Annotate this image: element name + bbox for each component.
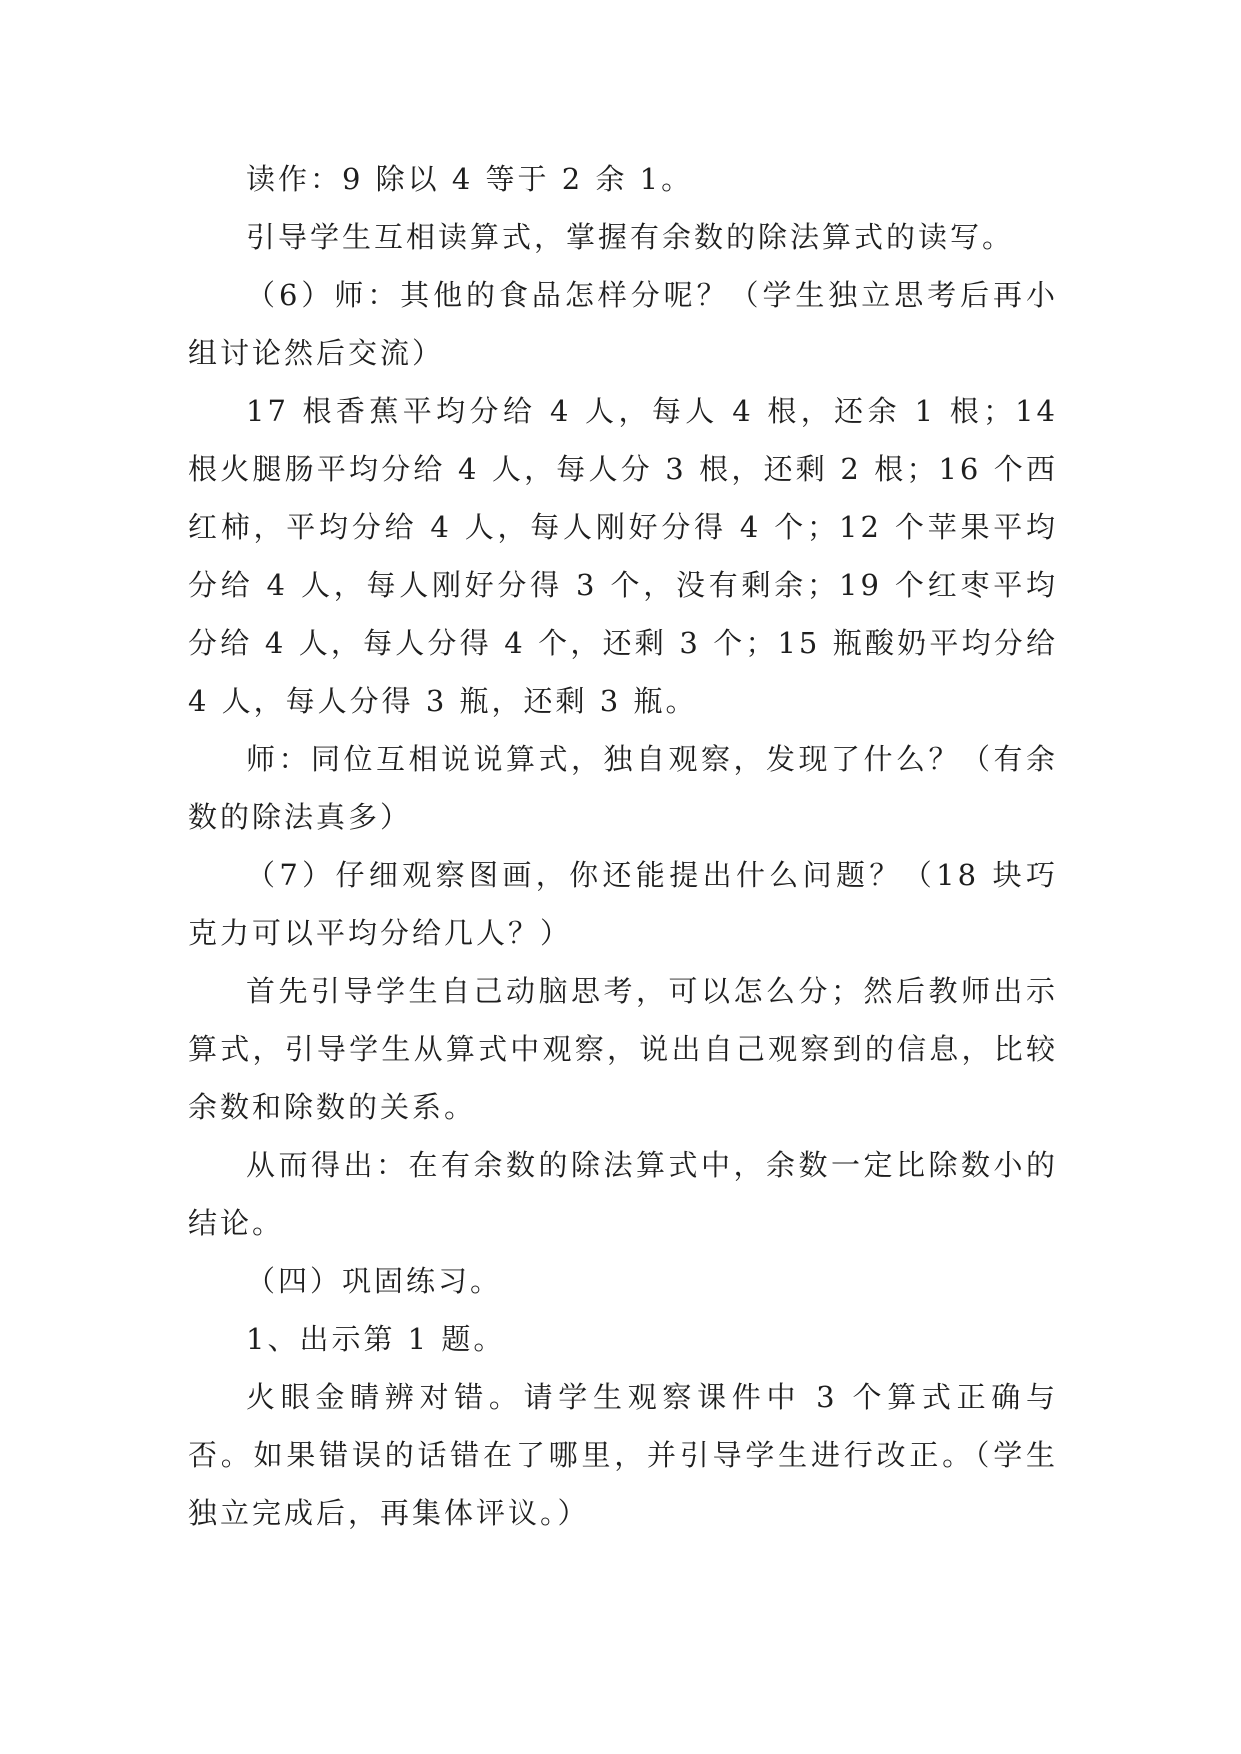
paragraph-exercise-1: 1、出示第 1 题。 xyxy=(246,1322,506,1356)
paragraph-observe: 师：同位互相说说算式，独自观察，发现了什么？（有余数的除法真多） xyxy=(188,742,1058,834)
paragraph-question-6: （6）师：其他的食品怎样分呢？（学生独立思考后再小组讨论然后交流） xyxy=(188,278,1058,370)
document-body xyxy=(188,150,1058,1542)
section-heading-practice: （四）巩固练习。 xyxy=(246,1264,503,1298)
paragraph-guide-think: 首先引导学生自己动脑思考，可以怎么分；然后教师出示算式，引导学生从算式中观察，说出自己观察到的信息，比较余数和除数的关系。 xyxy=(188,974,1058,1124)
paragraph-reading: 读作：9 除以 4 等于 2 余 1。 xyxy=(246,162,694,196)
paragraph-question-7: （7）仔细观察图画，你还能提出什么问题？（18 块巧克力可以平均分给几人？） xyxy=(188,858,1058,950)
paragraph-guide-read: 引导学生互相读算式，掌握有余数的除法算式的读写。 xyxy=(246,220,1015,254)
paragraph-food-division: 17 根香蕉平均分给 4 人，每人 4 根，还余 1 根；14 根火腿肠平均分给 4 人，每人分 3 根，还剩 2 根；16 个西红柿，平均分给 4 人，每人刚好分得 4 个；12 个苹果平均分给 4 人，每人刚好分得 3 个，没有剩余；19 个红枣平均分给 4 人，每人分得 4 个，还剩 3 个；15 瓶酸奶平均分给 4 人，每人分得 3 瓶，还剩 3 瓶。 xyxy=(188,394,1058,718)
paragraph-judge: 火眼金睛辨对错。请学生观察课件中 3 个算式正确与否。如果错误的话错在了哪里，并引导学生进行改正。（学生独立完成后，再集体评议。） xyxy=(188,1380,1058,1530)
paragraph-conclusion: 从而得出：在有余数的除法算式中，余数一定比除数小的结论。 xyxy=(188,1148,1058,1240)
